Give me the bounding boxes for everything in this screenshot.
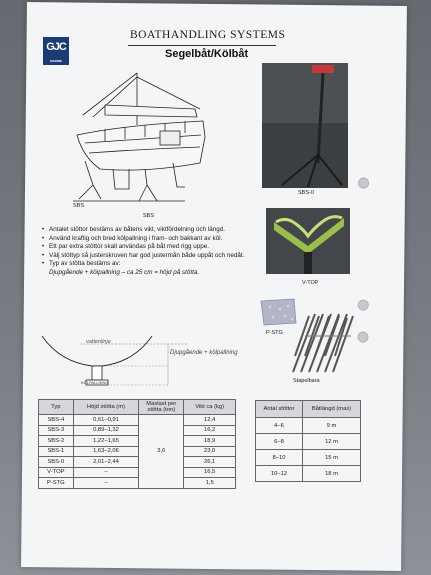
cell-vikt: 16,5	[184, 467, 236, 478]
cell-hojd: –	[73, 478, 139, 489]
count-table	[255, 400, 361, 482]
bullet-item: • Välj stöttyp så justerskruven har god justermån både uppåt och nedåt.	[42, 252, 277, 261]
label-djupgaende: Djupgående + kölpallning	[170, 350, 238, 356]
spec-header: Typ	[39, 400, 74, 415]
cell-maxlast: 3,6	[139, 415, 184, 489]
cell-vikt: 16,2	[184, 425, 236, 436]
table-row	[39, 478, 236, 489]
label-sbs0: SBS-0	[298, 190, 314, 196]
cell-typ: SBS-0	[39, 457, 74, 468]
page-subtitle: Segelbåt/Kölbåt	[165, 48, 249, 60]
label-vtop: V-TOP	[302, 280, 319, 286]
bullet-item: • Antalet stöttor bestäms av båtens vikt, viktfördelning och längd.	[42, 226, 277, 235]
sbs0-photo	[262, 63, 348, 188]
table-row	[39, 446, 236, 457]
cell-vikt: 12,4	[184, 415, 236, 426]
cell-typ: P-STG	[39, 478, 74, 489]
spec-table	[38, 399, 236, 489]
table-row	[256, 434, 361, 450]
cell-antal: 8–10	[256, 450, 303, 466]
cell-hojd: 0,61–0,91	[73, 415, 139, 426]
cell-hojd: 2,01–2,44	[73, 457, 139, 468]
label-stapelbara: Stapelbara	[293, 378, 320, 384]
label-kolpallning: KÖLPALLNING	[81, 380, 109, 385]
cell-vikt: 18,9	[184, 436, 236, 447]
cell-vikt: 26,1	[184, 457, 236, 468]
cell-vikt: 23,0	[184, 446, 236, 457]
table-row	[256, 466, 361, 482]
label-sbs-center: SBS	[143, 213, 155, 219]
cell-typ: SBS-1	[39, 446, 74, 457]
table-row	[39, 467, 236, 478]
count-header: Antal stöttor	[256, 401, 303, 418]
cell-hojd: 1,22–1,65	[73, 436, 139, 447]
table-row	[39, 457, 236, 468]
vtop-photo	[266, 208, 350, 274]
cell-batlangd: 15 m	[303, 450, 361, 466]
bullet-item: • Ett par extra stöttor skall användas på båt med rigg uppe.	[42, 243, 277, 252]
cell-hojd: 0,89–1,32	[73, 425, 139, 436]
label-sbs-left: SBS	[73, 203, 85, 209]
punch-hole	[358, 300, 369, 311]
instructions-list	[42, 226, 277, 278]
bullet-item: • Typ av stötta bestäms av:	[42, 260, 277, 269]
title-rule	[128, 45, 276, 46]
spec-header: Vikt ca (kg)	[184, 400, 236, 415]
bullet-item: • Använd kraftig och bred kölpallning i fram- och bakkant av köl.	[42, 235, 277, 244]
spec-header: Höjd stötta (m)	[73, 400, 139, 415]
cell-typ: SBS-4	[39, 415, 74, 426]
cell-typ: SBS-2	[39, 436, 74, 447]
page-title: BOATHANDLING SYSTEMS	[130, 29, 286, 41]
brand-logo: GJC MARINE	[43, 37, 69, 65]
cell-typ: SBS-3	[39, 425, 74, 436]
cell-hojd: 1,63–2,06	[73, 446, 139, 457]
cell-vikt: 1,5	[184, 478, 236, 489]
table-row	[39, 436, 236, 447]
cell-batlangd: 9 m	[303, 418, 361, 434]
sailboat-drawing	[65, 65, 230, 230]
label-pstg: P-STG	[266, 330, 283, 336]
table-row	[39, 425, 236, 436]
punch-hole	[358, 178, 369, 189]
hull-cross-section	[40, 330, 240, 392]
table-row	[39, 415, 236, 426]
punch-hole	[357, 332, 368, 343]
cell-antal: 4–6	[256, 418, 303, 434]
table-row	[256, 418, 361, 434]
stapelbara-photo	[285, 306, 357, 376]
count-header: Båtlängd (max)	[303, 401, 361, 418]
cell-antal: 6–8	[256, 434, 303, 450]
height-formula: Djupgående + kölpallning – ca 25 cm = höjd på stötta.	[49, 268, 200, 276]
label-vattenlinje: vattenlinje	[86, 339, 111, 345]
table-row	[256, 450, 361, 466]
cell-batlangd: 12 m	[303, 434, 361, 450]
spec-header: Maxlast per stötta (ton)	[139, 400, 184, 415]
cell-antal: 10–12	[256, 466, 303, 482]
cell-hojd: –	[73, 467, 139, 478]
cell-typ: V-TOP	[39, 467, 74, 478]
cell-batlangd: 18 m	[303, 466, 361, 482]
